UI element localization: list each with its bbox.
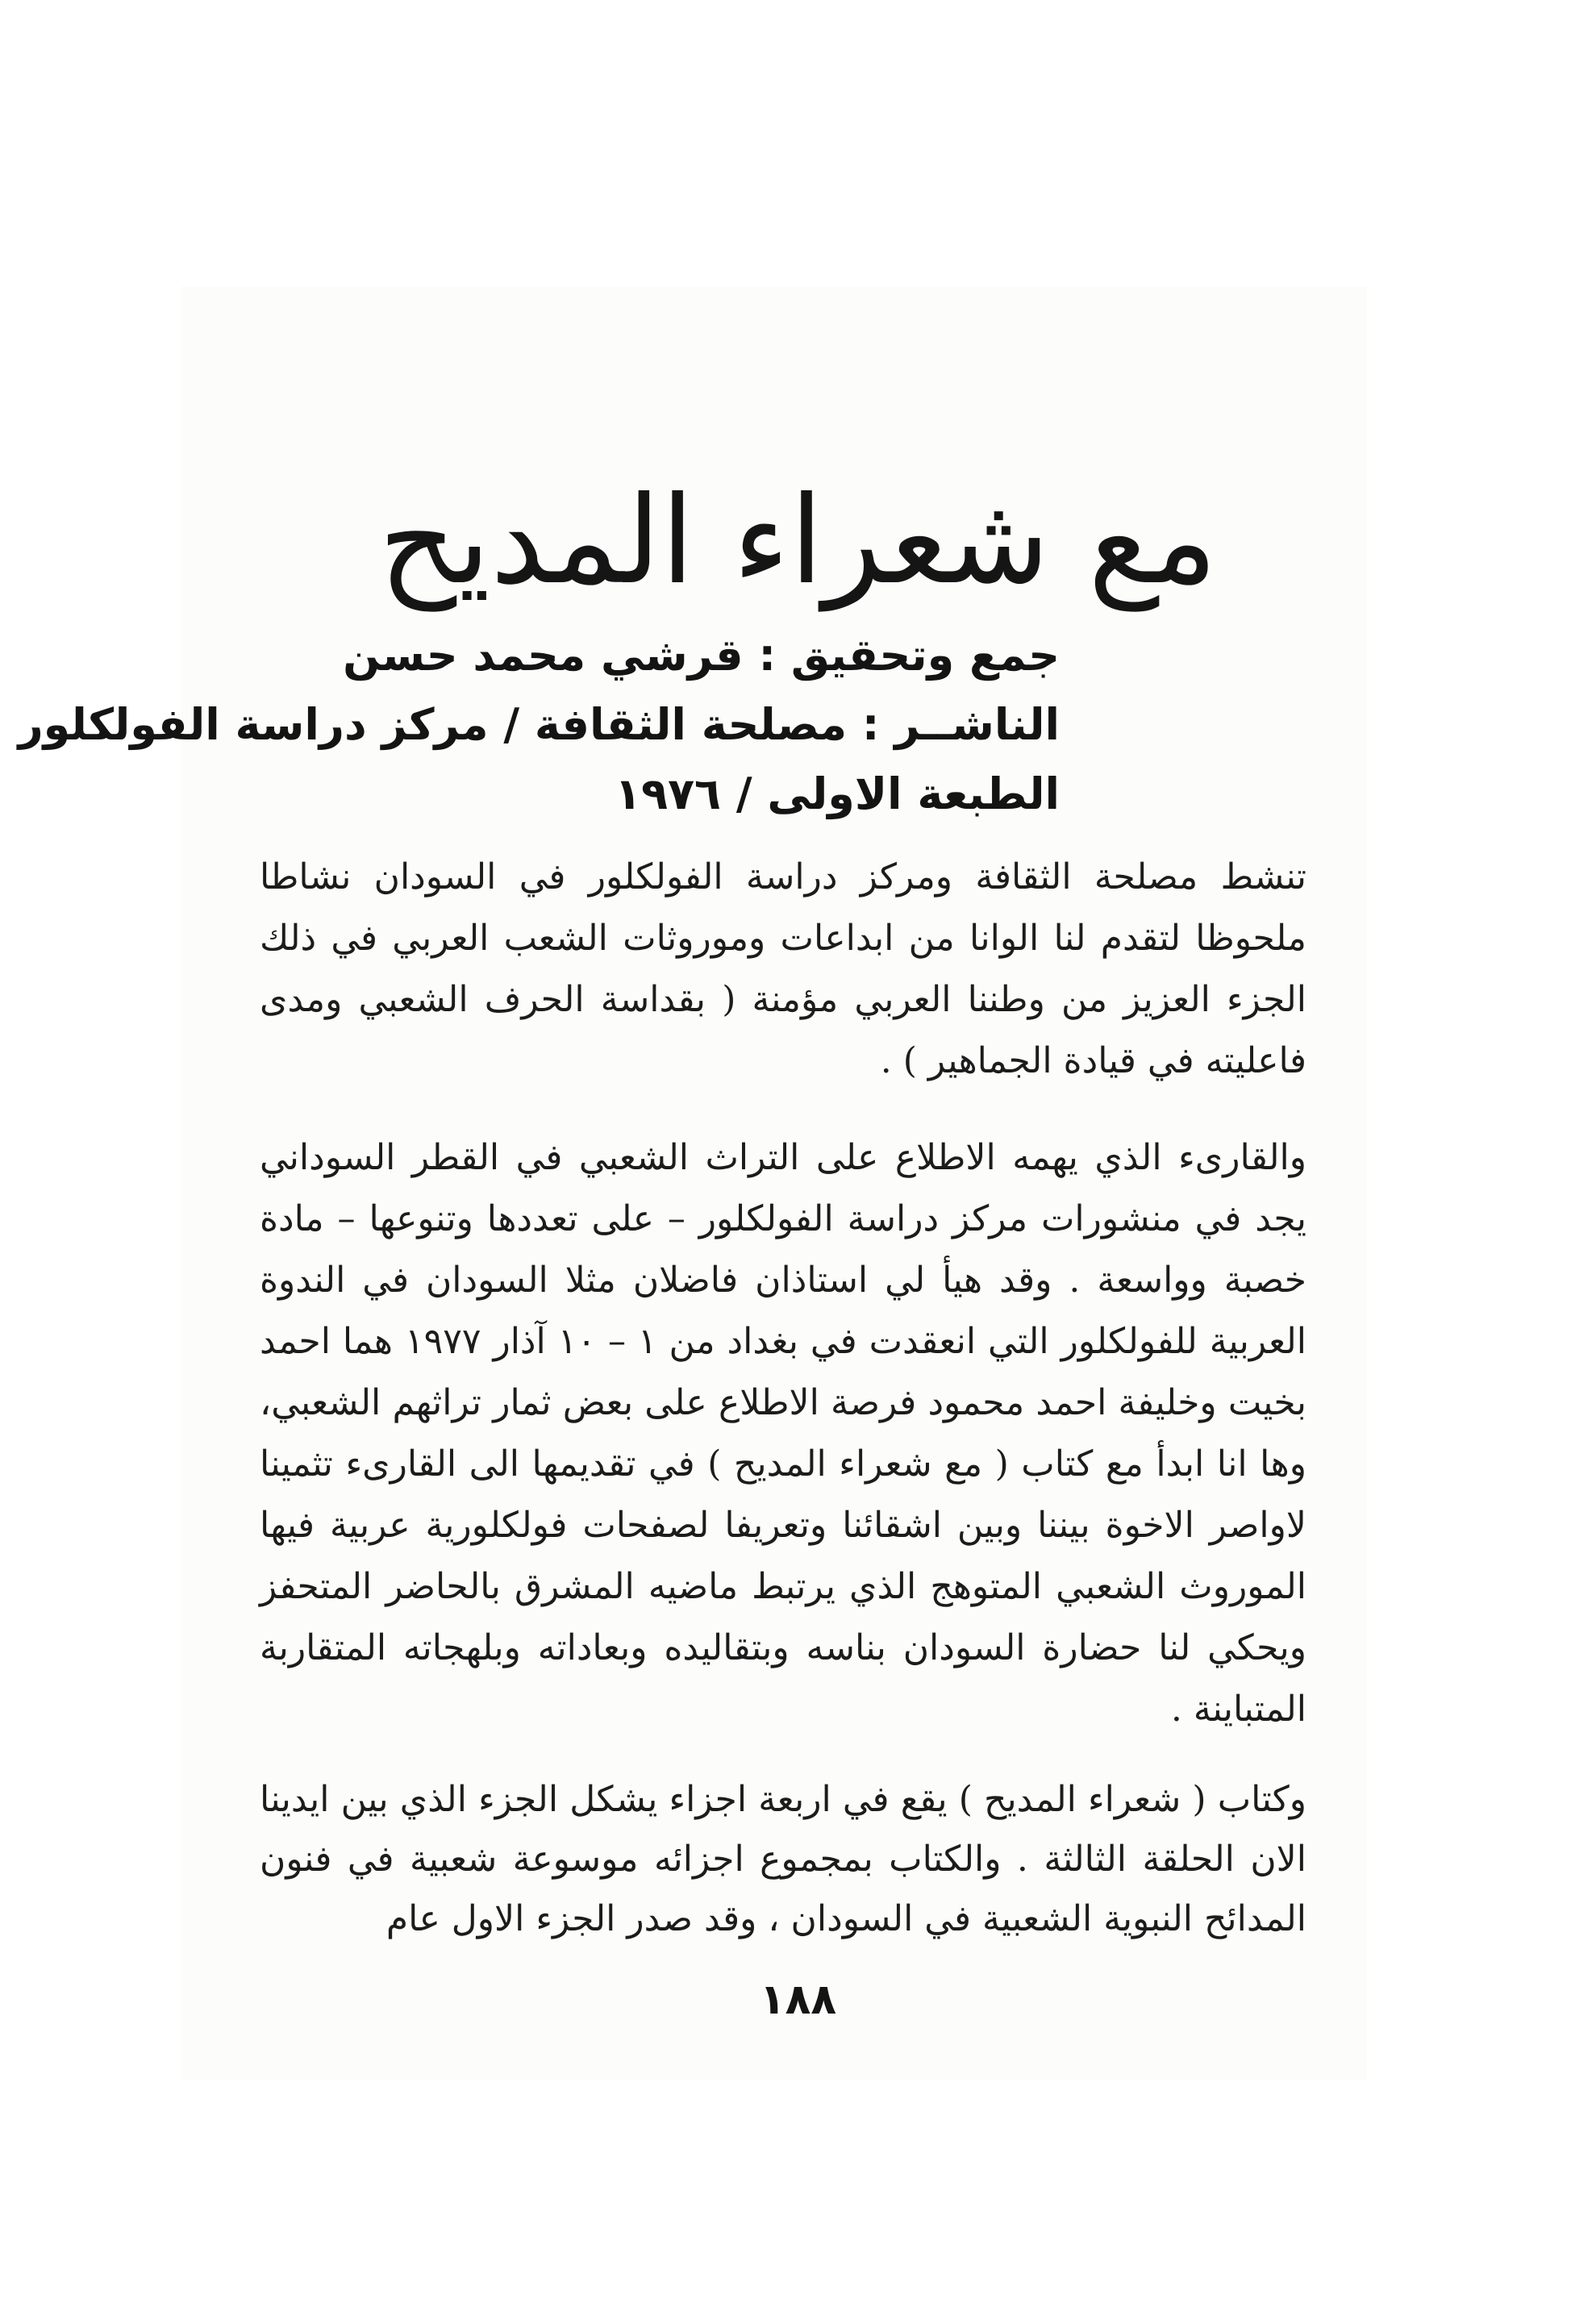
paragraph-reader: والقارىء الذي يهمه الاطلاع على التراث الشعبي في القطر السوداني يجد في منشورات مركز دراسة الفولكلور – على تعددها وتنوعها – مادة خصبة وواسعة . وقد هيأ لي استاذان فاضلان مثلا السودان في الندوة العربية للفولكلور التي انعقدت في بغداد من ١ – ١٠ آذار ١٩٧٧ هما احمد بخيت وخليفة احمد محمود فرصة الاطلاع على بعض ثمار تراثهم الشعبي، وها انا ابدأ مع كتاب ( مع شعراء المديح ) في تقديمها الى القارىء تثمينا لاواصر الاخوة بيننا وبين اشقائنا وتعريفا لصفحات فولكلورية عربية فيها الموروث الشعبي المتوهج الذي يرتبط ماضيه المشرق بالحاضر المتحفز ويحكي لنا حضارة السودان بناسه وبتقاليده وبعاداته وبلهجاته المتقاربة المتباينة .: [260, 1137, 1307, 1730]
paragraph-book: وكتاب ( شعراء المديح ) يقع في اربعة اجزاء يشكل الجزء الذي بين ايدينا الان الحلقة الثالثة . والكتاب بمجموع اجزائه موسوعة شعبية في فنون المدائح النبوية الشعبية في السودان ، وقد صدر الجزء الاول عام: [260, 1779, 1306, 1939]
edition-line: الطبعة الاولى / ١٩٧٦: [615, 768, 1060, 819]
page-number: ١٨٨: [759, 1976, 837, 2024]
compiler-line: جمع وتحقيق : قرشي محمد حسن: [343, 630, 1060, 681]
page-title: مع شعراء المديح: [378, 470, 1218, 611]
paragraph-intro: تنشط مصلحة الثقافة ومركز دراسة الفولكلور في السودان نشاطا ملحوظا لتقدم لنا الوانا من ابداعات وموروثات الشعب العربي في ذلك الجزء العزيز من وطننا العربي مؤمنة ( بقداسة الحرف الشعبي ومدى فاعليته في قيادة الجماهير ) .: [260, 856, 1307, 1081]
publisher-line: الناشــر : مصلحة الثقافة / مركز دراسة الفولكلور: [18, 699, 1060, 750]
book-info: [18, 621, 1060, 829]
